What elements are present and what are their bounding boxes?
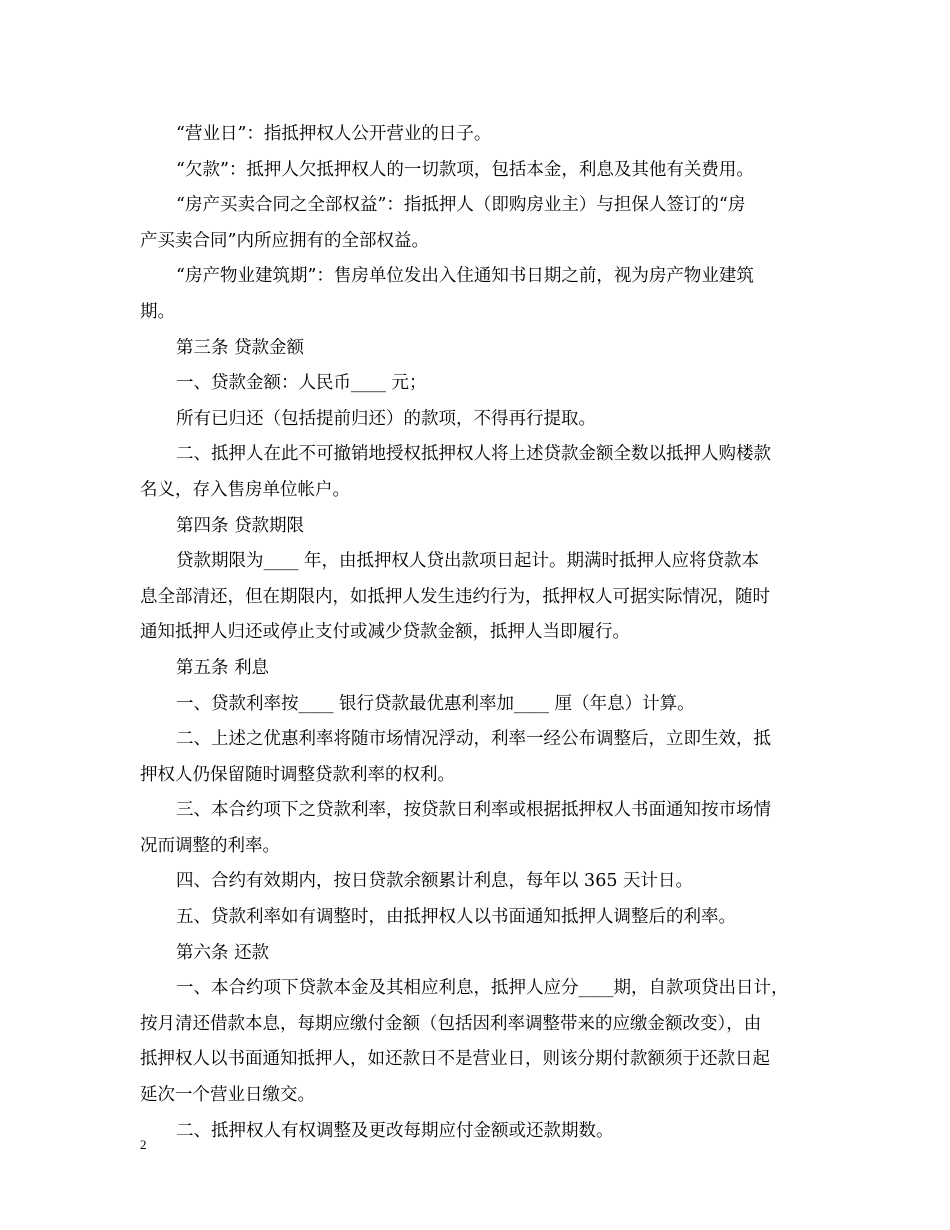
section-heading: 第六条 还款 xyxy=(176,942,270,963)
text-line: 二、抵押权人有权调整及更改每期应付金额或还款期数。 xyxy=(176,1120,614,1141)
page-number: 2 xyxy=(140,1137,147,1152)
text-line: 一、贷款金额：人民币____ 元； xyxy=(176,373,427,394)
text-line: 押权人仍保留随时调整贷款利率的权利。 xyxy=(140,764,455,785)
text-line: “房产物业建筑期”：售房单位发出入住通知书日期之前，视为房产物业建筑 xyxy=(176,266,754,287)
text-line: 二、抵押人在此不可撤销地授权抵押权人将上述贷款金额全数以抵押人购楼款 xyxy=(176,444,771,465)
text-line: 四、合约有效期内，按日贷款余额累计利息，每年以 365 天计日。 xyxy=(176,871,694,892)
text-line: “欠款”：抵押人欠抵押权人的一切款项，包括本金，利息及其他有关费用。 xyxy=(176,159,754,180)
text-line: “房产买卖合同之全部权益”：指抵押人（即购房业主）与担保人签订的“房 xyxy=(176,195,746,216)
text-line: 按月清还借款本息，每期应缴付金额（包括因利率调整带来的应缴金额改变），由 xyxy=(140,1013,762,1034)
text-line: 息全部清还，但在期限内，如抵押人发生违约行为，抵押权人可据实际情况，随时 xyxy=(140,586,770,607)
section-heading: 第三条 贷款金额 xyxy=(176,337,305,358)
text-line: 三、本合约项下之贷款利率，按贷款日利率或根据抵押权人书面通知按市场情 xyxy=(176,800,771,821)
text-line: 所有已归还（包括提前归还）的款项，不得再行提取。 xyxy=(176,408,596,429)
text-line: 一、本合约项下贷款本金及其相应利息，抵押人应分____期，自款项贷出日计， xyxy=(176,978,789,999)
section-heading: 第五条 利息 xyxy=(176,657,270,678)
text-line: “营业日”：指抵押权人公开营业的日子。 xyxy=(176,124,492,144)
text-line: 况而调整的利率。 xyxy=(140,835,280,856)
text-line: 延次一个营业日缴交。 xyxy=(140,1085,315,1106)
text-line: 五、贷款利率如有调整时，由抵押权人以书面通知抵押人调整后的利率。 xyxy=(176,907,736,928)
text-line: 通知抵押人归还或停止支付或减少贷款金额，抵押人当即履行。 xyxy=(140,622,630,643)
section-heading: 第四条 贷款期限 xyxy=(176,515,305,536)
text-line: 期。 xyxy=(140,301,175,322)
text-line: 名义，存入售房单位帐户。 xyxy=(140,479,350,500)
text-line: 抵押权人以书面通知抵押人，如还款日不是营业日，则该分期付款额须于还款日起 xyxy=(140,1049,770,1070)
document-body xyxy=(140,117,828,1149)
text-line: 贷款期限为____ 年，由抵押权人贷出款项日起计。期满时抵押人应将贷款本 xyxy=(176,551,760,572)
text-line: 二、上述之优惠利率将随市场情况浮动，利率一经公布调整后，立即生效，抵 xyxy=(176,729,771,750)
text-line: 一、贷款利率按____ 银行贷款最优惠利率加____ 厘（年息）计算。 xyxy=(176,693,695,714)
text-line: 产买卖合同”内所应拥有的全部权益。 xyxy=(140,230,429,251)
